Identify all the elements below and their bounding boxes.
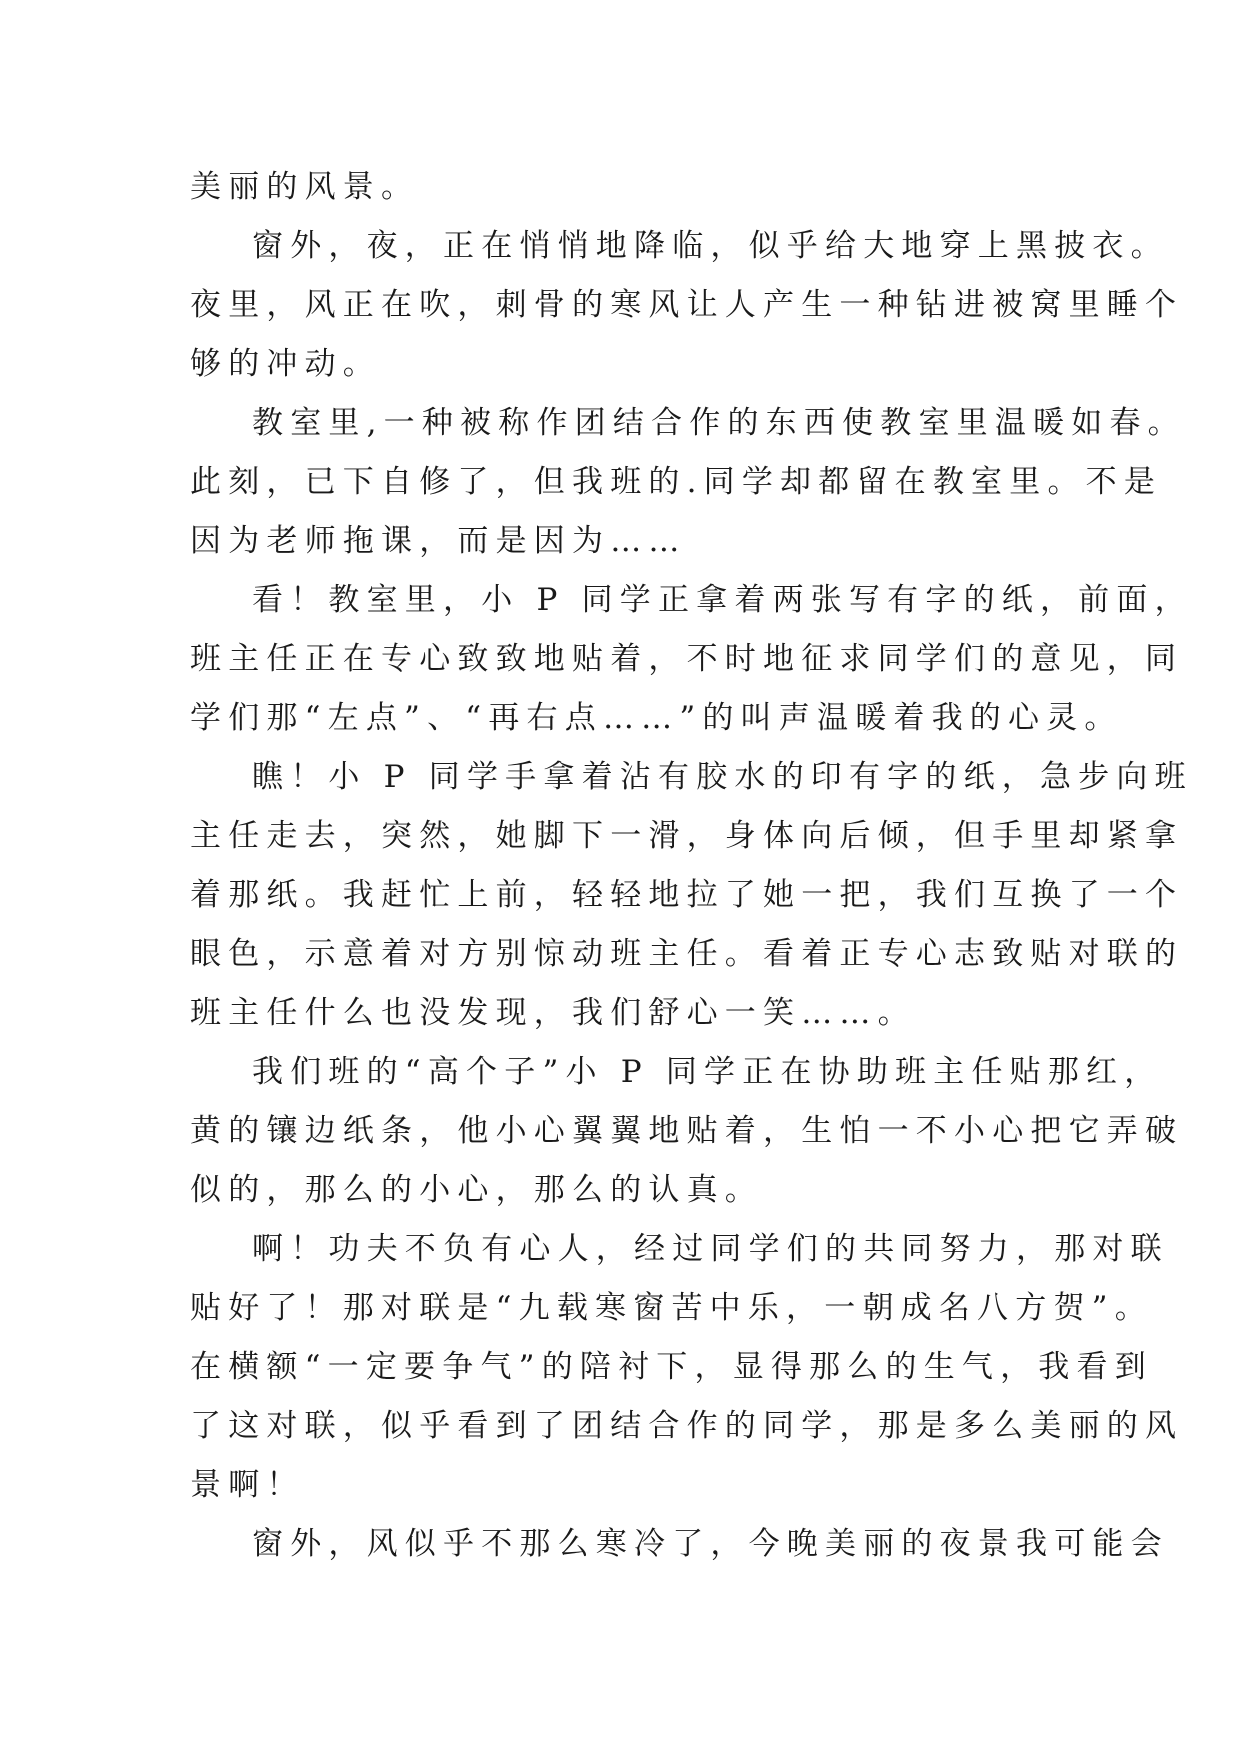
paragraph bbox=[190, 394, 1186, 571]
text-line: 看！教室里，小 P 同学正拿着两张写有字的纸，前面， bbox=[252, 582, 1193, 618]
text-line: 因为老师拖课，而是因为…… bbox=[190, 523, 687, 559]
text-line: 夜里，风正在吹，刺骨的寒风让人产生一种钻进被窝里睡个 bbox=[190, 287, 1184, 323]
text-line: 景啊！ bbox=[190, 1467, 305, 1503]
text-line: 眼色，示意着对方别惊动班主任。看着正专心志致贴对联的 bbox=[190, 936, 1184, 972]
text-line: 似的，那么的小心，那么的认真。 bbox=[190, 1172, 763, 1208]
text-line: 美丽的风景。 bbox=[190, 169, 420, 205]
paragraph bbox=[190, 748, 1193, 1043]
paragraph bbox=[190, 571, 1193, 748]
paragraph bbox=[190, 1220, 1184, 1515]
text-line: 够的冲动。 bbox=[190, 346, 381, 382]
text-line: 了这对联，似乎看到了团结合作的同学，那是多么美丽的风 bbox=[190, 1408, 1184, 1444]
paragraph bbox=[190, 158, 1070, 217]
text-line: 主任走去，突然，她脚下一滑，身体向后倾，但手里却紧拿 bbox=[190, 818, 1184, 854]
paragraph bbox=[190, 217, 1184, 394]
text-line: 窗外，夜，正在悄悄地降临，似乎给大地穿上黑披衣。 bbox=[252, 228, 1169, 264]
text-line: 班主任正在专心致致地贴着，不时地征求同学们的意见，同 bbox=[190, 641, 1184, 677]
text-line: 学们那“左点”、“再右点……”的叫声温暖着我的心灵。 bbox=[190, 700, 1123, 736]
body-text bbox=[190, 158, 1193, 1574]
text-line: 此刻，已下自修了，但我班的.同学却都留在教室里。不是 bbox=[190, 464, 1163, 500]
text-line: 窗外，风似乎不那么寒冷了，今晚美丽的夜景我可能会 bbox=[252, 1526, 1169, 1562]
paragraph bbox=[190, 1515, 1169, 1574]
text-line: 着那纸。我赶忙上前，轻轻地拉了她一把，我们互换了一个 bbox=[190, 877, 1184, 913]
text-line: 瞧！小 P 同学手拿着沾有胶水的印有字的纸，急步向班 bbox=[252, 759, 1193, 795]
text-line: 我们班的“高个子”小 P 同学正在协助班主任贴那红， bbox=[252, 1054, 1163, 1090]
text-line: 在横额“一定要争气”的陪衬下，显得那么的生气，我看到 bbox=[190, 1349, 1153, 1385]
paragraph bbox=[190, 1043, 1184, 1220]
text-line: 贴好了！那对联是“九载寒窗苦中乐，一朝成名八方贺”。 bbox=[190, 1290, 1153, 1326]
text-line: 啊！功夫不负有心人，经过同学们的共同努力，那对联 bbox=[252, 1231, 1169, 1267]
text-line: 黄的镶边纸条，他小心翼翼地贴着，生怕一不小心把它弄破 bbox=[190, 1113, 1184, 1149]
text-line: 班主任什么也没发现，我们舒心一笑……。 bbox=[190, 995, 916, 1031]
text-line: 教室里,一种被称作团结合作的东西使教室里温暖如春。 bbox=[252, 405, 1186, 441]
